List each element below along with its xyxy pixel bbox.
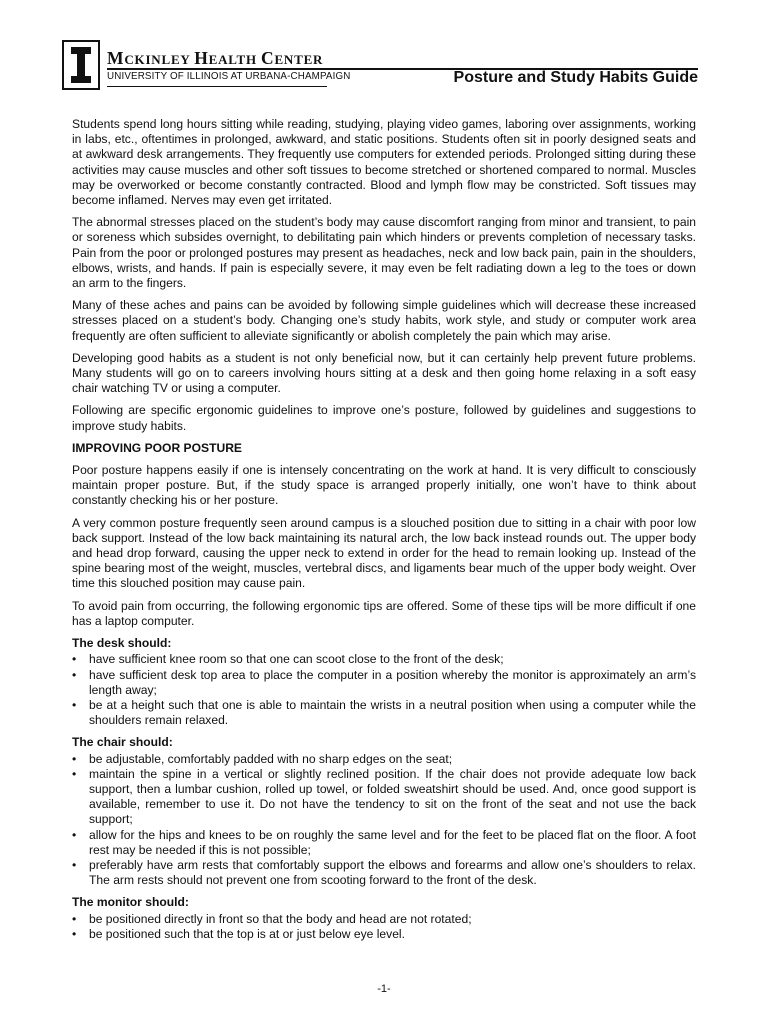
list-item: • be at a height such that one is able to maintain the wrists in a neutral position when using a computer while the shoulders remain relaxed. bbox=[72, 697, 696, 728]
list-item: • be positioned directly in front so that the body and head are not rotated; bbox=[72, 911, 472, 926]
bullet-icon: • bbox=[72, 751, 77, 766]
bullet-icon: • bbox=[72, 827, 77, 842]
letterhead bbox=[62, 40, 698, 96]
list-item: • have sufficient desk top area to place the computer in a position whereby the monitor is approximately an arm’s length away; bbox=[72, 667, 696, 697]
chair-list bbox=[72, 752, 696, 889]
bullet-icon: • bbox=[72, 766, 77, 781]
health-center-name: MCKINLEY HEALTH CENTER bbox=[107, 48, 324, 68]
list-item: • be adjustable, comfortably padded with no sharp edges on the seat; bbox=[72, 751, 453, 766]
document-body bbox=[72, 117, 696, 949]
bullet-icon: • bbox=[72, 926, 77, 941]
bullet-icon: • bbox=[72, 857, 77, 872]
document-title: Posture and Study Habits Guide bbox=[453, 69, 698, 86]
university-underline bbox=[107, 86, 327, 87]
posture-paragraph-2: A very common posture frequently seen around campus is a slouched position due to sitting in a chair with poor low back support. Instead of the low back maintaining its natural arch, the low back instead rounds out. The upper body and head drop forward, causing the upper neck to extend in order for the head to remain looking up. Instead of the spine bearing most of the weight, muscles, vertebral discs, and ligaments bear much of the upper body weight. Over time this slouched position may cause pain. bbox=[72, 515, 696, 591]
desk-list bbox=[72, 652, 696, 728]
intro-paragraph-3: Many of these aches and pains can be avoided by following simple guidelines which will decrease these increased stresses placed on a student’s body. Changing one’s study habits, work style, and study or computer work area frequently are often sufficient to alleviate significantly or abolish completely the pain which may arise. bbox=[72, 298, 696, 343]
posture-paragraph-1: Poor posture happens easily if one is intensely concentrating on the work at hand. It is very difficult to consciously maintain proper posture. But, if the study space is arranged properly initially, one won’t have to think about constantly checking his or her posture. bbox=[72, 463, 696, 508]
university-name: UNIVERSITY OF ILLINOIS AT URBANA-CHAMPAIGN bbox=[107, 71, 351, 82]
posture-paragraph-3: To avoid pain from occurring, the following ergonomic tips are offered. Some of these tips will be more difficult if one has a laptop computer. bbox=[72, 598, 696, 628]
list-item: • be positioned such that the top is at or just below eye level. bbox=[72, 926, 405, 941]
bullet-icon: • bbox=[72, 652, 77, 667]
university-logo bbox=[62, 40, 100, 90]
intro-paragraph-5: Following are specific ergonomic guidelines to improve one’s posture, followed by guidelines and suggestions to improve study habits. bbox=[72, 403, 696, 433]
intro-paragraph-2: The abnormal stresses placed on the student’s body may cause discomfort ranging from minor and transient, to pain or soreness which subsides overnight, to debilitating pain which hinders or prevents completion of necessary tasks. Pain from the poor or prolonged postures may present as headaches, neck and low back pain, pain in the shoulders, elbows, wrists, and hands. If pain is especially severe, it may even be felt radiating down a leg to the toes or down an arm to the fingers. bbox=[72, 215, 696, 291]
monitor-subheading: The monitor should: bbox=[72, 895, 189, 910]
list-item: • have sufficient knee room so that one can scoot close to the front of the desk; bbox=[72, 652, 504, 667]
intro-paragraph-4: Developing good habits as a student is not only beneficial now, but it can certainly help prevent future problems. Many students will go on to careers involving hours sitting at a desk and then going home relaxing in a soft easy chair watching TV or using a computer. bbox=[72, 350, 696, 396]
list-item: • preferably have arm rests that comfortably support the elbows and forearms and allow one’s shoulders to relax. The arm rests should not prevent one from scooting forward to the front of the desk. bbox=[72, 857, 696, 888]
bullet-icon: • bbox=[72, 667, 77, 682]
intro-paragraph-1: Students spend long hours sitting while reading, studying, playing video games, laboring over assignments, working in labs, etc., oftentimes in prolonged, awkward, and static positions. Students often sit in poorly designed seats and at awkward desk arrangements. They frequently use computers for extended periods. Prolonged sitting during these activities may cause muscles and other soft tissues to become stretched or shortened compared to normal. Muscles may be overworked or become constantly contracted. Blood and lymph flow may be constricted. Soft tissues may become inflamed. Nerves may even get irritated. bbox=[72, 117, 696, 208]
section-heading: IMPROVING POOR POSTURE bbox=[72, 440, 243, 455]
page-number: -1- bbox=[377, 983, 391, 995]
list-item: • allow for the hips and knees to be on roughly the same level and for the feet to be placed flat on the floor. A foot rest may be needed if this is not possible; bbox=[72, 827, 696, 857]
desk-subheading: The desk should: bbox=[72, 636, 172, 651]
chair-subheading: The chair should: bbox=[72, 735, 173, 750]
block-i-icon bbox=[69, 45, 93, 85]
list-item: • maintain the spine in a vertical or slightly reclined position. If the chair does not provide adequate low back support, then a lumbar cushion, rolled up towel, or folded sweatshirt should be used. And, once good support is available, remember to use it. Do not have the tendency to sit on the front of the seat and not use the back support; bbox=[72, 766, 696, 827]
monitor-list bbox=[72, 912, 696, 942]
bullet-icon: • bbox=[72, 911, 77, 926]
bullet-icon: • bbox=[72, 697, 77, 712]
